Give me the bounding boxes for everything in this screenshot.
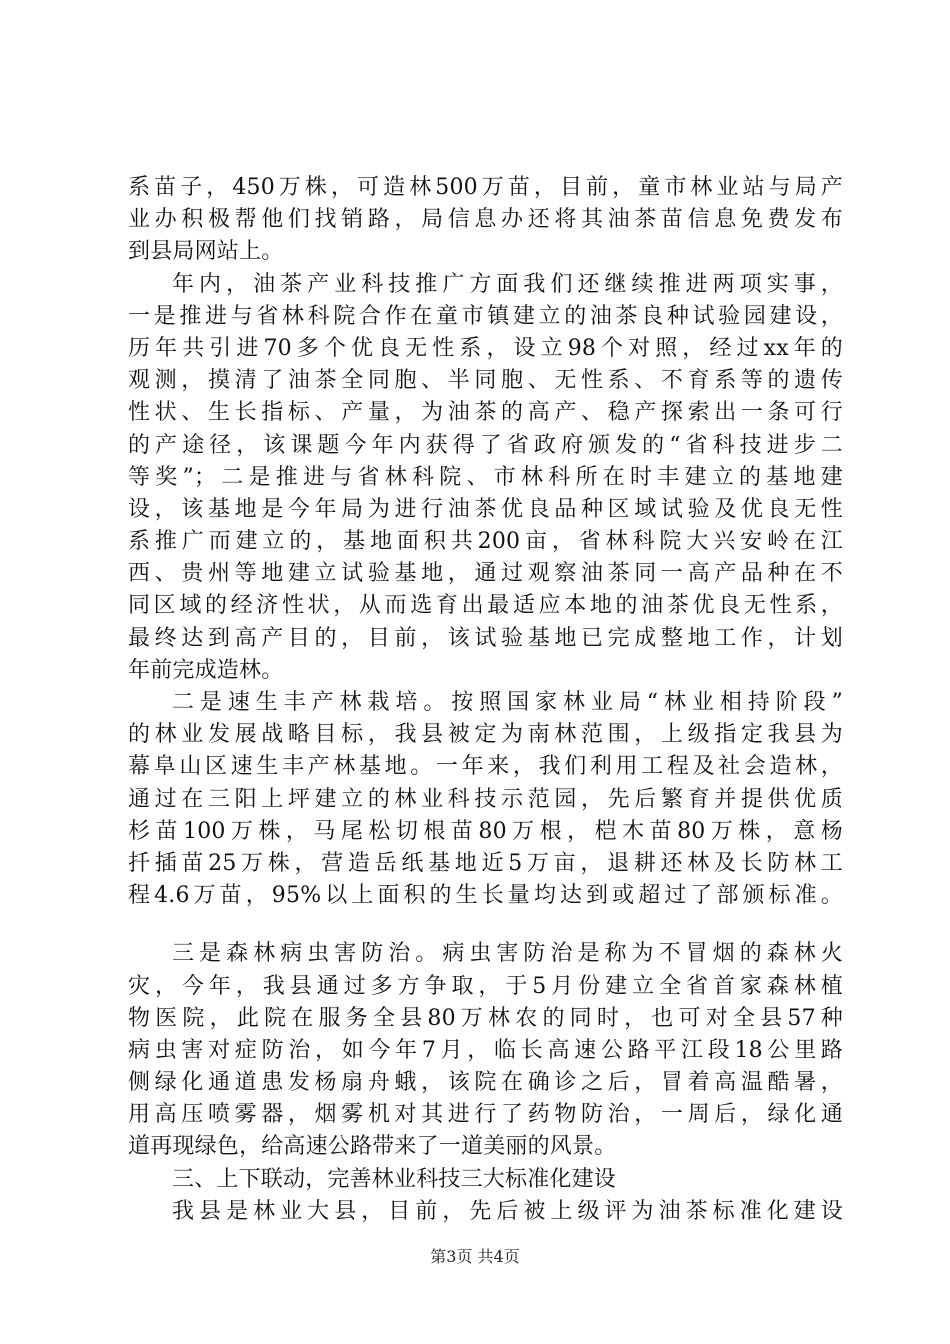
paragraph-gap	[128, 912, 843, 938]
text-line: 年前完成造林。	[128, 657, 284, 683]
section-heading	[128, 1164, 843, 1196]
text-line: 等奖”；二是推进与省林科院、市林科所在时丰建立的基地建	[128, 464, 843, 490]
paragraph-3	[128, 687, 843, 912]
text-line: 病虫害对症防治，如今年7月，临长高速公路平江段18公里路	[128, 1037, 843, 1063]
text-line: 扦插苗25万株，营造岳纸基地近5万亩，退耕还林及长防林工	[128, 850, 843, 876]
paragraph-6	[128, 1196, 843, 1228]
text-line: 通过在三阳上坪建立的林业科技示范园，先后繁育并提供优质	[128, 786, 843, 812]
text-line: 二是速生丰产林栽培。按照国家林业局“林业相持阶段”	[172, 690, 843, 715]
text-line: 程4.6万苗，95%以上面积的生长量均达到或超过了部颁标准。	[128, 883, 843, 909]
text-line: 一是推进与省林科院合作在童市镇建立的油茶良种试验园建设，	[128, 303, 843, 329]
text-line: 最终达到高产目的，目前，该试验基地已完成整地工作，计划	[128, 625, 843, 651]
page-number-footer: 第3页 共4页	[430, 1247, 520, 1266]
text-line: 历年共引进70多个优良无性系，设立98个对照，经过xx年的	[128, 335, 843, 361]
text-line: 物医院，此院在服务全县80万林农的同时，也可对全县57种	[128, 1005, 843, 1031]
text-line: 侧绿化通道患发杨扇舟蛾，该院在确诊之后，冒着高温酷暑，	[128, 1070, 843, 1096]
paragraph-2	[128, 269, 843, 687]
text-line: 的产途径，该课题今年内获得了省政府颁发的“省科技进步二	[128, 432, 843, 458]
paragraph-1	[128, 172, 843, 269]
text-line: 杉苗100万株，马尾松切根苗80万根，桤木苗80万株，意杨	[128, 818, 843, 844]
text-line: 幕阜山区速生丰产林基地。一年来，我们利用工程及社会造林，	[128, 754, 843, 780]
text-line: 系推广而建立的，基地面积共200亩，省林科院大兴安岭在江	[128, 529, 843, 555]
text-line: 用高压喷雾器，烟雾机对其进行了药物防治，一周后，绿化通	[128, 1102, 843, 1128]
text-line: 年内，油茶产业科技推广方面我们还继续推进两项实事，	[172, 271, 843, 297]
text-line: 业办积极帮他们找销路，局信息办还将其油茶苗信息免费发布	[128, 207, 843, 233]
text-line: 灾，今年，我县通过多方争取，于5月份建立全省首家森林植	[128, 973, 843, 999]
text-line: 设，该基地是今年局为进行油茶优良品种区域试验及优良无性	[128, 496, 843, 522]
text-line: 三是森林病虫害防治。病虫害防治是称为不冒烟的森林火	[172, 941, 843, 967]
text-line: 西、贵州等地建立试验基地，通过观察油茶同一高产品种在不	[128, 561, 843, 587]
text-line: 三、上下联动，完善林业科技三大标准化建设	[172, 1166, 617, 1192]
text-line: 到县局网站上。	[128, 239, 284, 265]
text-line: 同区域的经济性状，从而选育出最适应本地的油茶优良无性系，	[128, 593, 843, 619]
text-line: 观测，摸清了油茶全同胞、半同胞、无性系、不育系等的遗传	[128, 368, 843, 394]
paragraph-4	[128, 938, 843, 1163]
document-body	[128, 172, 843, 1228]
text-line: 我县是林业大县，目前，先后被上级评为油茶标准化建设	[172, 1198, 843, 1224]
text-line: 道再现绿色，给高速公路带来了一道美丽的风景。	[128, 1134, 617, 1160]
text-line: 性状、生长指标、产量，为油茶的高产、稳产探索出一条可行	[128, 400, 843, 426]
text-line: 系苗子，450万株，可造林500万苗，目前，童市林业站与局产	[128, 175, 843, 200]
text-line: 的林业发展战略目标，我县被定为南林范围，上级指定我县为	[128, 722, 843, 748]
